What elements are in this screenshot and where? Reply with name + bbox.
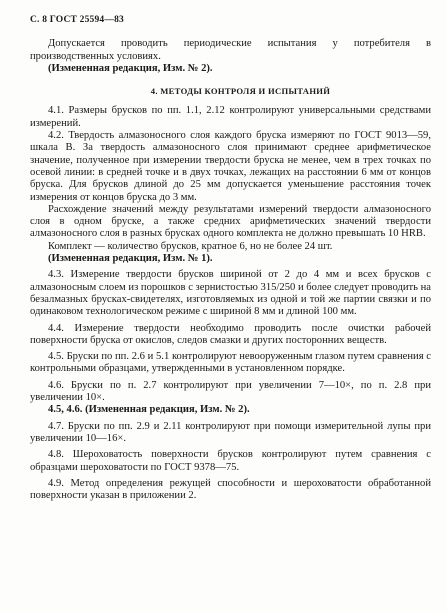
paragraph-4-6: 4.6. Бруски по п. 2.7 контролируют при увеличении 7—10×, по п. 2.8 при увеличении 10×. [30,379,431,404]
page-header: С. 8 ГОСТ 25594—83 [30,15,124,25]
paragraph-4-2: 4.2. Твердость алмазоносного слоя каждого бруска измеряют по ГОСТ 9013—59, шкала В. За твердость алмазоносного слоя принимают среднее арифметическое значение, полученное при измерении твердости бруска не менее, чем в трех точках по осевой линии: в средней точке и в двух точках, лежащих на расстоянии 6 мм от концов бруска. Для брусков длиной до 25 мм допускается уменьшение расстояния точек измерения от концов бруска до 3 мм. [30,130,431,203]
amendment-note: (Измененная редакция, Изм. № 2). [48,62,213,74]
paragraph-4-1: 4.1. Размеры брусков по пп. 1.1, 2.12 контролируют универсальными средствами измерений. [30,105,431,129]
paragraph-set-definition: Комплект — количество брусков, кратное 6, но не более 24 шт. [48,240,333,252]
paragraph-4-2-discrepancy: Расхождение значений между результатами измерений твердости алмазоносного слоя в одном бруске, а также средних арифметических значений твердости алмазоносного слоя в разных брусках одного комплекта не должно превышать 10 HRB. [30,203,431,240]
paragraph-4-4: 4.4. Измерение твердости необходимо проводить после очистки рабочей поверхности бруска от окислов, следов смазки и других посторонних веществ. [30,322,431,346]
paragraph-4-3: 4.3. Измерение твердости брусков шириной от 2 до 4 мм и всех брусков с алмазоносным слоем из порошков с зернистостью 315/250 и более следует проводить на безалмазных брусках-свидетелях, изготовляемых из одной и той же партии связки и по одинаковом технологическом режиме с шириной 8 мм и длиной 100 мм. [30,269,431,318]
paragraph-4-5: 4.5. Бруски по пп. 2.6 и 5.1 контролируют невооруженным глазом путем сравнения с контрольными образцами, утвержденными в установленном порядке. [30,351,431,375]
amendment-note: (Измененная редакция, Изм. № 1). [48,253,213,265]
paragraph-4-9: 4.9. Метод определения режущей способности и шероховатости обработанной поверхности указан в приложении 2. [30,477,431,502]
intro-paragraph: Допускается проводить периодические испытания у потребителя в производственных условиях. [30,38,431,62]
paragraph-4-7: 4.7. Бруски по пп. 2.9 и 2.11 контролируют при помощи измерительной лупы при увеличении 10—16×. [30,420,431,444]
amendment-note: 4.5, 4.6. (Измененная редакция, Изм. № 2). [48,404,250,416]
section-title: 4. МЕТОДЫ КОНТРОЛЯ И ИСПЫТАНИЙ [150,86,331,97]
paragraph-4-8: 4.8. Шероховатость поверхности брусков контролируют путем сравнения с образцами шероховатости по ГОСТ 9378—75. [30,449,431,473]
